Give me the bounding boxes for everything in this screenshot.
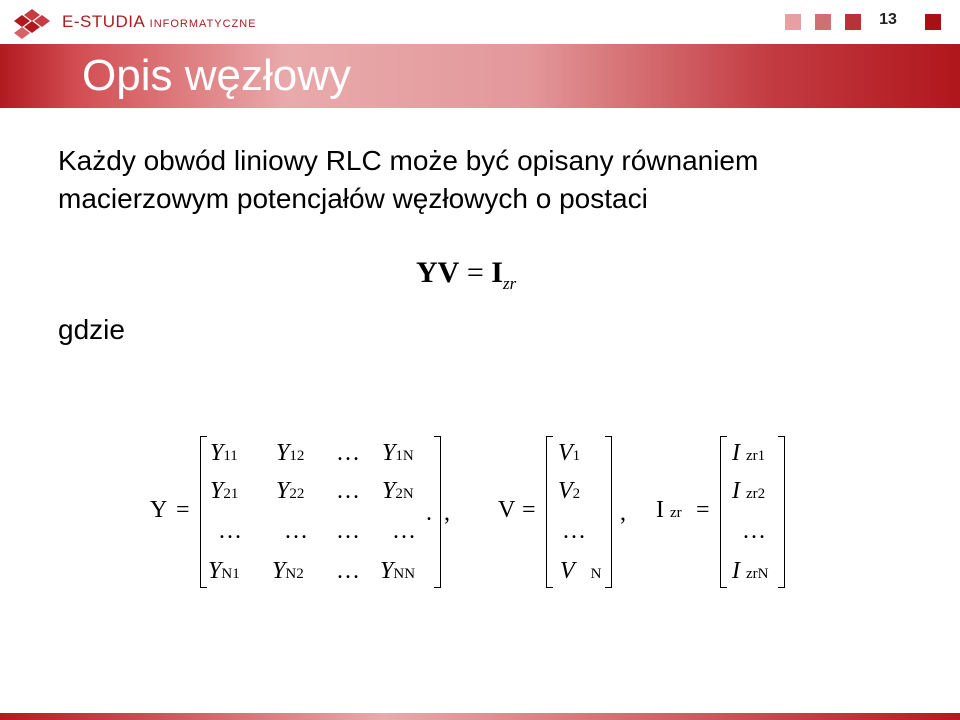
footer-bar [0, 713, 960, 720]
vector-i-cell: I zrN [732, 558, 769, 584]
vector-i-eq: = [696, 497, 710, 523]
matrix-y-cell: YNN [380, 558, 416, 584]
vector-i-bracket-left [720, 436, 727, 588]
vector-i-bracket-right [778, 436, 785, 588]
matrix-y-cell: Y11 [210, 440, 238, 466]
vector-v-cell: V2 [558, 478, 581, 504]
vector-v-cell: … [562, 518, 586, 544]
nav-square-4 [925, 14, 941, 30]
vector-v-label: V [498, 497, 516, 523]
matrix-y-cell: … [336, 558, 360, 584]
page-number: 13 [879, 11, 897, 28]
logo-icon [10, 5, 54, 39]
matrix-y-cell: Y22 [276, 478, 305, 504]
vector-v-eq: = [522, 497, 536, 523]
matrix-y-label: Y [150, 497, 168, 523]
eq-i: I [491, 256, 503, 289]
main-equation [416, 256, 516, 294]
matrix-y-cell: YN1 [208, 558, 240, 584]
matrix-y-cell: Y2N [382, 478, 414, 504]
intro-paragraph: Każdy obwód liniowy RLC może być opisany równaniem macierzowym potencjałów węzłowych o postaci [58, 145, 759, 214]
nav-square-2 [815, 14, 831, 30]
matrix-y-cell: … [336, 478, 360, 504]
matrix-y-eq: = [176, 497, 190, 523]
eq-v: V [437, 256, 460, 289]
eq-y: Y [416, 256, 438, 289]
matrix-y-cell: … [392, 518, 416, 544]
matrix-y-trail: . , [426, 500, 450, 526]
vector-i-label: I zr [656, 497, 682, 523]
vector-v-cell: V1 [558, 440, 581, 466]
nav-square-3 [845, 14, 861, 30]
vector-v-trail: , [620, 500, 626, 526]
brand-name [62, 12, 257, 32]
vector-i-cell: I zr1 [732, 440, 766, 466]
brand-main: E-STUDIA [62, 12, 145, 31]
matrix-y-cell: YN2 [272, 558, 304, 584]
matrix-y-cell: … [336, 440, 360, 466]
eq-i-sub: zr [502, 274, 517, 293]
brand-sub: INFORMATYCZNE [149, 18, 257, 30]
vector-v-bracket-left [546, 436, 553, 588]
matrix-y-cell: … [284, 518, 308, 544]
matrix-y-bracket-left [200, 436, 207, 588]
gdzie-label: gdzie [58, 314, 125, 345]
vector-v-bracket-right [605, 436, 612, 588]
matrix-y-cell: … [336, 518, 360, 544]
matrix-y-cell: Y12 [276, 440, 305, 466]
matrix-y-cell: Y21 [210, 478, 239, 504]
slide-title: Opis węzłowy [82, 51, 351, 100]
vector-i-cell: I zr2 [732, 478, 766, 504]
matrix-y-cell: Y1N [382, 440, 414, 466]
nav-square-1 [785, 14, 801, 30]
vector-i-cell: … [742, 518, 766, 544]
vector-v-cell: V N [560, 558, 602, 584]
eq-sign: = [466, 256, 484, 289]
matrix-y-cell: … [218, 518, 242, 544]
